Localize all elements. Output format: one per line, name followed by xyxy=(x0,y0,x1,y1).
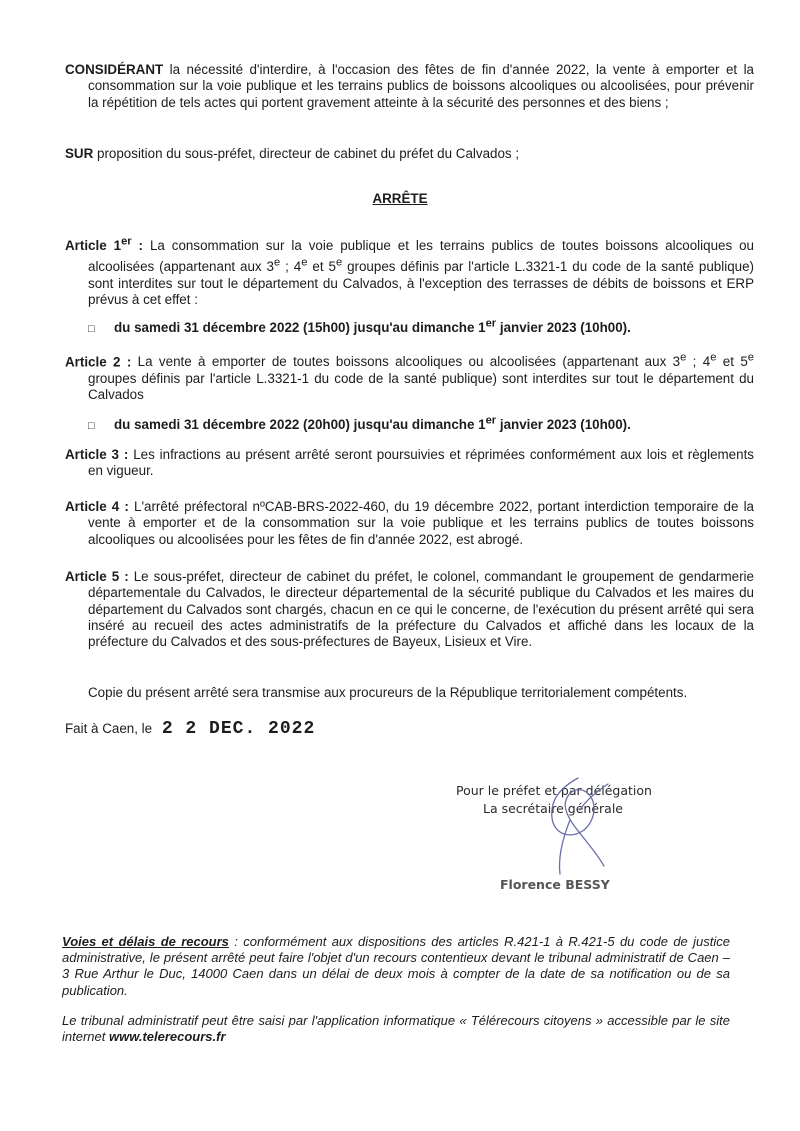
article-2-text: La vente à emporter de toutes boissons alcooliques ou alcoolisées (appartenant aux 3e ; 4e et 5e groupes définis par l'article L.3321-1 du code de la santé publique) sont interdites sur tout le département du Calvados xyxy=(88,352,754,403)
considerant-label: CONSIDÉRANT xyxy=(65,62,164,77)
article-5 xyxy=(65,569,754,650)
article-3-text: Les infractions au présent arrêté seront poursuivies et réprimées conformément aux lois et règlements en vigueur. xyxy=(88,447,754,479)
article-4-text: L'arrêté préfectoral nºCAB-BRS-2022-460, du 19 décembre 2022, portant interdiction temporaire de la vente à emporter et de la consommation sur la voie publique et les terrains publics de toutes boissons alcooliques ou alcoolisées pour les fêtes de fin d'année 2022, est abrogé. xyxy=(88,499,754,547)
decree-title: ARRÊTE xyxy=(372,191,428,206)
article-5-text: Le sous-préfet, directeur de cabinet du préfet, le colonel, commandant le groupement de gendarmerie départementale du Calvados, le directeur départemental de la sécurité publique du Calvados et les maires du département du Calvados sont chargés, chacun en ce qui le concerne, de l'exécution du présent arrêté qui sera inséré au recueil des actes administratifs de la préfecture du Calvados et affiché dans les locaux de la préfecture du Calvados et des sous-préfectures de Bayeux, Lisieux et Vire. xyxy=(88,569,754,650)
article-5-label: Article 5 : xyxy=(65,569,129,584)
checkbox-icon: □ xyxy=(88,323,95,336)
considerant-paragraph xyxy=(65,62,754,111)
copie-text: Copie du présent arrêté sera transmise aux procureurs de la République territorialement compétents. xyxy=(88,685,688,700)
sur-text: proposition du sous-préfet, directeur de cabinet du préfet du Calvados ; xyxy=(93,146,520,161)
checkbox-icon: □ xyxy=(88,420,95,433)
date-stamp: 2 2 DEC. 2022 xyxy=(161,719,316,739)
telerecours-text: Le tribunal administratif peut être saisi par l'application informatique « Télérecours citoyens » accessible par le site internet xyxy=(62,1013,730,1045)
article-2-label: Article 2 : xyxy=(65,354,132,370)
article-4-label: Article 4 : xyxy=(65,499,129,514)
signing-place: Fait à Caen, le xyxy=(65,721,153,736)
article-1-label: Article 1er : xyxy=(65,236,144,254)
handwritten-signature xyxy=(500,770,620,880)
telerecours-paragraph xyxy=(62,1013,730,1045)
appeal-title: Voies et délais de recours xyxy=(62,934,229,949)
signing-place-date xyxy=(65,719,315,739)
article-1-period xyxy=(88,316,631,337)
considerant-text: la nécessité d'interdire, à l'occasion des fêtes de fin d'année 2022, la vente à emporter et la consommation sur la voie publique et les terrains publics de boissons alcooliques ou alcoolisées, pour prévenir la répétition de tels actes qui portent gravement atteinte à la sécurité des personnes et des biens ; xyxy=(88,62,754,110)
signature-delegation: Pour le préfet et par délégation xyxy=(456,783,652,798)
signature-role: La secrétaire générale xyxy=(483,801,623,816)
article-1-period-text: du samedi 31 décembre 2022 (15h00) jusqu'au dimanche 1er janvier 2023 (10h00). xyxy=(114,318,631,336)
article-3-label: Article 3 : xyxy=(65,447,129,462)
article-1-text: La consommation sur la voie publique et les terrains publics de toutes boissons alcooliques ou alcoolisées (appartenant aux 3e ; 4e et 5e groupes définis par l'article L.3321-1 du code de la santé publique) sont interdites sur tout le département du Calvados, à l'exception des terrasses de débits de boissons et ERP prévus à cet effet : xyxy=(88,238,755,307)
copie-paragraph xyxy=(88,685,731,701)
sur-paragraph xyxy=(65,146,731,162)
article-4 xyxy=(65,499,754,548)
sur-label: SUR xyxy=(65,146,94,161)
telerecours-link[interactable]: www.telerecours.fr xyxy=(108,1029,226,1045)
article-1 xyxy=(65,234,754,308)
signatory-name: Florence BESSY xyxy=(500,877,610,892)
appeal-paragraph xyxy=(62,934,730,999)
article-3 xyxy=(65,447,754,480)
article-2-period xyxy=(88,413,631,434)
article-2 xyxy=(65,350,754,403)
appeal-text: : conformément aux dispositions des articles R.421-1 à R.421-5 du code de justice administrative, le présent arrêté peut faire l'objet d'un recours contentieux devant le tribunal administratif de Caen – 3 Rue Arthur le Duc, 14000 Caen dans un délai de deux mois à compter de la date de sa notification ou de sa publication. xyxy=(62,934,730,998)
article-2-period-text: du samedi 31 décembre 2022 (20h00) jusqu'au dimanche 1er janvier 2023 (10h00). xyxy=(114,415,631,433)
